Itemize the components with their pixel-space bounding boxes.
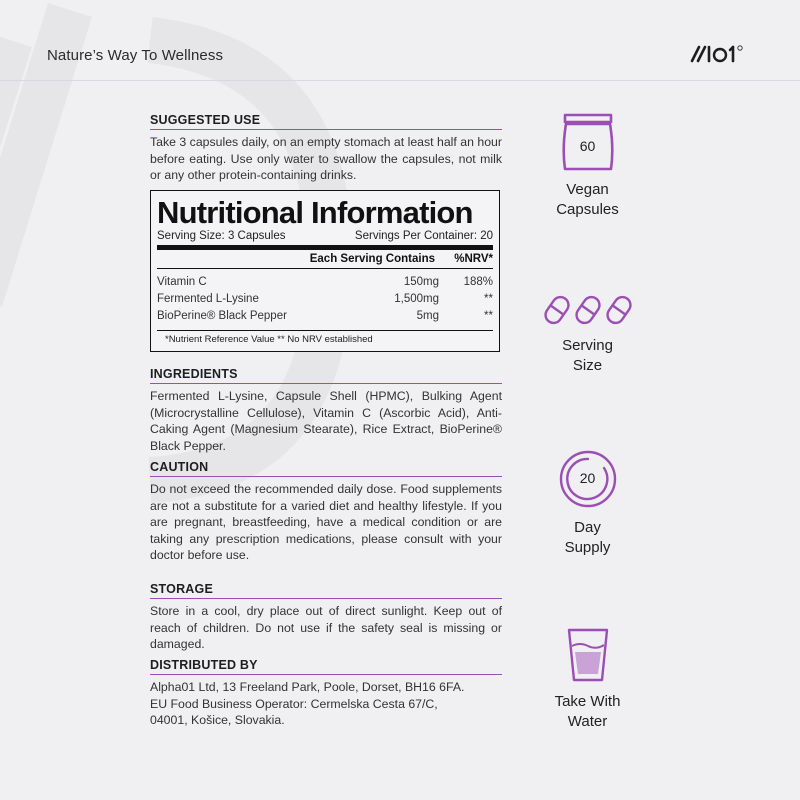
badge-label: Vegan — [566, 181, 609, 198]
nutrient-name: Vitamin C — [157, 276, 207, 288]
column-each-serving: Each Serving Contains — [309, 253, 435, 265]
nutrition-rows — [157, 274, 493, 325]
circle-gauge-icon — [558, 449, 618, 509]
table-row — [157, 274, 493, 291]
nutrient-amount: 150mg — [403, 276, 439, 288]
caution-title: CAUTION — [150, 460, 502, 477]
badge-label: Water — [567, 713, 608, 730]
badge-label: Day — [574, 519, 601, 536]
storage-section — [150, 582, 502, 653]
servings-per-container: Servings Per Container: 20 — [354, 230, 493, 242]
badge-vegan-capsules — [520, 112, 655, 220]
badge-label: Capsules — [556, 201, 619, 218]
nutrient-nrv: ** — [484, 310, 493, 322]
pouch-count: 60 — [579, 138, 596, 154]
brand-logo — [690, 44, 756, 64]
ingredients-title: INGREDIENTS — [150, 367, 502, 384]
nutrient-name: BioPerine® Black Pepper — [157, 310, 287, 322]
nutrient-nrv: 188% — [463, 276, 493, 288]
badge-take-with-water — [520, 628, 655, 732]
distributed-by-text — [150, 679, 502, 729]
address-line: Alpha01 Ltd, 13 Freeland Park, Poole, Dorset, BH16 6FA. — [150, 680, 465, 694]
nutrition-title: Nutritional Information — [157, 195, 473, 230]
nutrient-amount: 5mg — [416, 310, 439, 322]
nutrient-nrv: ** — [484, 293, 493, 305]
address-line: EU Food Business Operator: Cermelska Cesta 67/C, — [150, 696, 438, 711]
nutrition-footnote: *Nutrient Reference Value ** No NRV established — [157, 330, 493, 345]
storage-title: STORAGE — [150, 582, 502, 599]
supply-days: 20 — [579, 470, 596, 486]
table-row — [157, 291, 493, 308]
badge-label: Serving — [562, 337, 613, 354]
nutrition-panel — [150, 190, 500, 352]
nutrition-serving-info — [157, 230, 493, 250]
suggested-use-text: Take 3 capsules daily, on an empty stomach at least half an hour before eating. Use only water to swallow the capsules, not milk or any other protein-containing drinks. — [150, 135, 502, 182]
caution-section — [150, 460, 502, 564]
nutrient-amount: 1,500mg — [394, 293, 439, 305]
suggested-use-title: SUGGESTED USE — [150, 113, 502, 130]
capsules-icon — [539, 292, 637, 328]
distributed-by-title: DISTRIBUTED BY — [150, 658, 502, 675]
badge-label: Size — [572, 357, 603, 374]
ingredients-section — [150, 367, 502, 454]
suggested-use-section — [150, 113, 502, 184]
caution-text: Do not exceed the recommended daily dose. Food supplements are not a substitute for a varied diet and healthy lifestyle. If you are pregnant, breastfeeding, have a medical condition or are taking any prescription medications, please consult with your doctor before use. — [150, 482, 502, 562]
badge-day-supply — [520, 449, 655, 558]
nutrition-header-row — [157, 250, 493, 269]
table-row — [157, 308, 493, 325]
badge-label: Take With — [554, 693, 621, 710]
ingredients-text: Fermented L-Lysine, Capsule Shell (HPMC), Bulking Agent (Microcrystalline Cellulose), Vitamin C (Ascorbic Acid), Anti-Caking Agent (Magnesium Stearate), Rice Extract, BioPerine® Black Pepper. — [150, 389, 502, 453]
address-line: 04001, Košice, Slovakia. — [150, 713, 285, 727]
storage-text: Store in a cool, dry place out of direct sunlight. Keep out of reach of children. Do not use if the safety seal is missing or damaged. — [150, 604, 502, 651]
badge-label: Supply — [564, 539, 611, 556]
water-glass-icon — [566, 628, 610, 682]
column-nrv: %NRV* — [454, 253, 493, 265]
serving-size: Serving Size: 3 Capsules — [157, 230, 286, 242]
tagline: Nature’s Way To Wellness — [47, 47, 224, 64]
nutrient-name: Fermented L-Lysine — [157, 293, 259, 305]
header-divider — [0, 80, 800, 81]
pouch-icon — [561, 112, 615, 172]
distributed-by-section — [150, 658, 502, 729]
badge-serving-size — [520, 292, 655, 376]
